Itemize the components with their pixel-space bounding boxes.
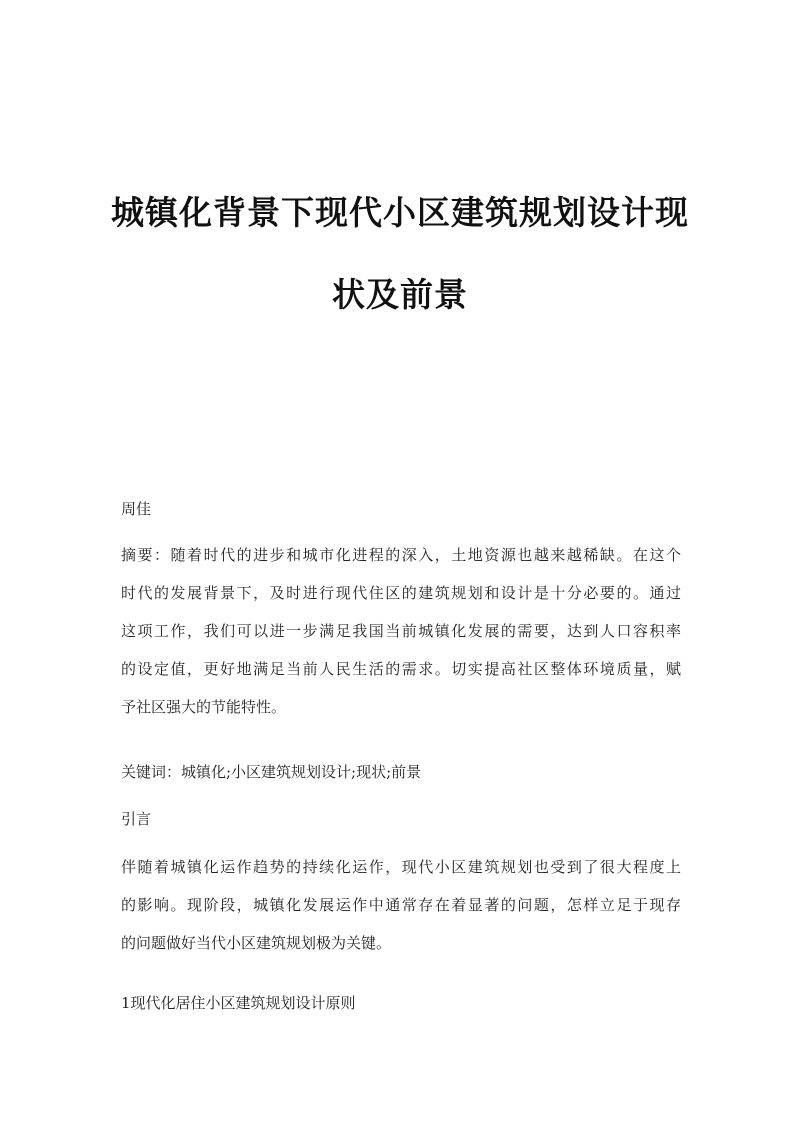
intro-line: 伴随着城镇化运作趋势的持续化运作，现代小区建筑规划也受到了很大程度上 [121,858,681,876]
abstract-line: 摘要：随着时代的进步和城市化进程的深入，土地资源也越来越稀缺。在这个 [121,546,681,564]
document-title-line-1: 城镇化背景下现代小区建筑规划设计现 [111,193,689,232]
abstract-line: 这项工作，我们可以进一步满足我国当前城镇化发展的需要，达到人口容积率 [121,622,681,640]
intro-heading: 引言 [121,810,152,828]
abstract-paragraph [121,536,681,726]
author-name: 周佳 [121,500,152,518]
section-1-heading: 1现代化居住小区建筑规划设计原则 [121,994,356,1012]
abstract-line: 予社区强大的节能特性。 [121,698,287,716]
document-title-line-2: 状及前景 [332,275,468,314]
intro-line: 的问题做好当代小区建筑规划极为关键。 [121,934,392,952]
abstract-line: 时代的发展背景下，及时进行现代住区的建筑规划和设计是十分必要的。通过 [121,584,681,602]
intro-line: 的影响。现阶段，城镇化发展运作中通常存在着显著的问题，怎样立足于现存 [121,896,681,914]
intro-paragraph [121,848,681,962]
keywords-line: 关键词：城镇化;小区建筑规划设计;现状;前景 [121,763,422,781]
abstract-line: 的设定值，更好地满足当前人民生活的需求。切实提高社区整体环境质量，赋 [121,660,681,678]
